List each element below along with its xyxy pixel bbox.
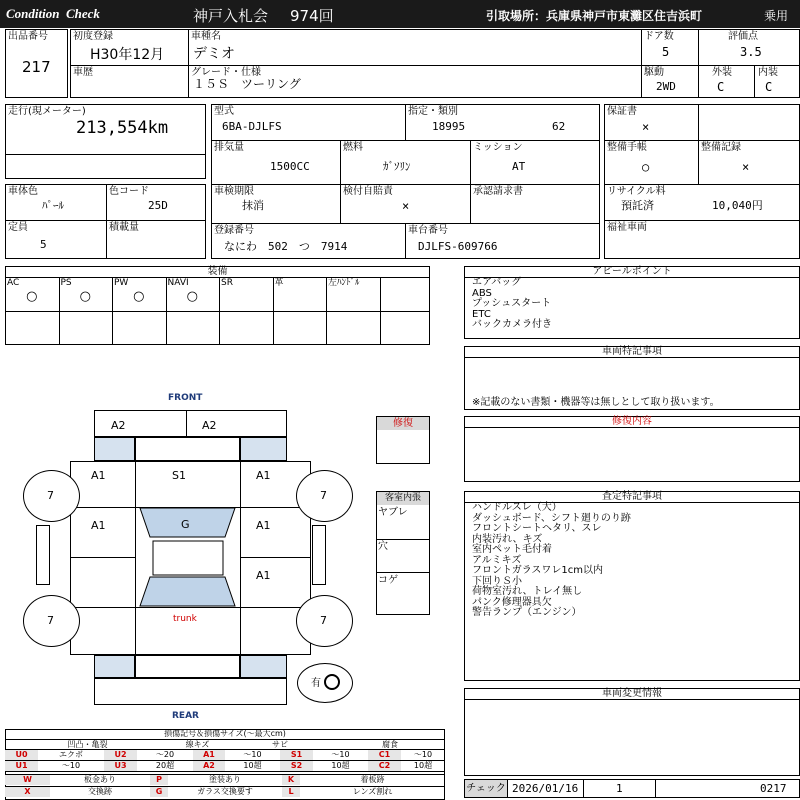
plate-value: なにわ 502 つ 7914 <box>224 240 348 253</box>
appeal-item: バックカメラ付き <box>472 319 552 331</box>
history-label: 車歴 <box>73 67 93 78</box>
legend-r4-c1: 交換跡 <box>88 787 112 796</box>
ext-value: C <box>717 80 725 94</box>
legend-r4-c0: X <box>5 787 50 797</box>
legend-r3-c5: 着板跡 <box>360 775 385 784</box>
int-label: 内装 <box>758 67 778 78</box>
seats-label: 定員 <box>8 222 28 233</box>
spec-right-box <box>604 104 800 259</box>
legend-r1-c3: 〜20 <box>155 750 175 759</box>
info-box <box>70 29 800 98</box>
damage-a2-right: A2 <box>202 419 217 432</box>
appeal-item: プッシュスタート <box>472 298 552 310</box>
class-a-value: 18995 <box>432 120 466 133</box>
inspection-note-item: 室内ペット毛付着 <box>472 544 552 555</box>
tire-rr-value: 7 <box>320 614 327 627</box>
record-label: 整備記録 <box>701 142 741 153</box>
lot-number: 217 <box>22 58 51 76</box>
equipment-label-6: 左ﾊﾝﾄﾞﾙ <box>328 278 360 288</box>
legend-r4-c5: レンズ割れ <box>352 787 393 796</box>
damage-a1-mid-left: A1 <box>91 519 106 532</box>
damage-s1-hood: S1 <box>172 469 186 482</box>
legend-group-3: 腐食 <box>382 740 398 749</box>
damage-g-windshield: G <box>181 518 190 531</box>
equipment-mark-0: ○ <box>26 289 38 304</box>
legend-r4-c4: L <box>282 787 300 797</box>
legend-r1-c8: C1 <box>368 750 401 760</box>
equipment-mark-3: ○ <box>186 289 198 304</box>
legend-r1-c4: A1 <box>193 750 225 760</box>
spare-tire-value: 有 <box>311 678 321 689</box>
inspection-value: 抹消 <box>242 199 264 212</box>
change-info-box <box>464 688 800 776</box>
legend-r2-c3: 20超 <box>155 761 175 770</box>
change-info-title: 車両変更情報 <box>602 688 662 699</box>
ext-label: 外装 <box>712 67 732 78</box>
legend-group-2: サビ <box>272 740 288 749</box>
check-number: 1 <box>616 782 623 795</box>
tire-fr-value: 7 <box>320 489 327 502</box>
drive-label: 駆動 <box>644 67 664 78</box>
colorcode-value: 25D <box>148 199 168 212</box>
auction-session: 974回 <box>290 7 334 25</box>
legend-divider <box>5 771 445 772</box>
first-registration: H30年12月 <box>90 47 165 63</box>
grade-label: グレード・仕様 <box>191 67 261 78</box>
damage-a2-left: A2 <box>111 419 126 432</box>
legend-r2-c4: A2 <box>193 761 225 771</box>
legend-r2-c6: S2 <box>280 761 313 771</box>
lot-label: 出品番号 <box>8 31 48 42</box>
trunk-label: trunk <box>173 614 197 624</box>
appeal-item: ETC <box>472 308 491 320</box>
special-note: ※記載のない書類・機器等は無しとして取り扱います。 <box>472 397 720 408</box>
equipment-label-0: AC <box>7 278 20 288</box>
check-date: 2026/01/16 <box>512 782 579 795</box>
score-value: 3.5 <box>740 45 762 59</box>
spare-wheel-icon <box>324 674 340 690</box>
class-label: 指定・類別 <box>408 106 458 117</box>
model-value: 6BA-DJLFS <box>222 120 282 133</box>
mission-label: ミッション <box>473 142 523 153</box>
damage-a1-front-right: A1 <box>256 469 271 482</box>
repair-title: 修復 <box>377 417 429 430</box>
car-label: 車種名 <box>191 31 221 42</box>
appeal-item: エアバッグ <box>472 277 522 288</box>
legend-group-0: 凹凸・亀裂 <box>67 740 108 749</box>
damage-a1-mid-right: A1 <box>256 519 271 532</box>
insurance-value: × <box>402 199 410 213</box>
mileage-label: 走行(現メーター) <box>8 106 86 117</box>
inspection-note-item: ダッシュボード、シフト廻りのり跡 <box>472 512 631 524</box>
seats-value: 5 <box>40 238 47 251</box>
legend-r3-c2: P <box>150 775 168 785</box>
mileage-value: 213,554km <box>76 118 169 138</box>
inspection-note-item: 下回りＳ小 <box>472 575 522 587</box>
cabin-item-burn: コゲ <box>378 575 398 586</box>
cabin-item-tear: ヤブレ <box>378 507 408 518</box>
mission-value: AT <box>512 160 526 173</box>
chassis-label: 車台番号 <box>408 225 448 236</box>
legend-r2-c9: 10超 <box>413 761 433 770</box>
inspection-label: 車検期限 <box>214 186 254 197</box>
inspection-note-item: 内装汚れ、キズ <box>472 533 543 545</box>
inspection-note-item: 警告ランプ（エンジン） <box>472 607 582 618</box>
legend-r1-c5: 〜10 <box>243 750 262 759</box>
equipment-title: 装備 <box>207 266 228 277</box>
auction-name: 神戸入札会 <box>193 7 269 25</box>
legend-r1-c1: エクボ <box>59 750 83 759</box>
legend-r1-c6: S1 <box>280 750 313 760</box>
legend-r2-c2: U3 <box>104 761 137 771</box>
legend-r2-c1: 〜10 <box>61 761 81 770</box>
load-label: 積載量 <box>109 222 139 233</box>
warranty-value: × <box>642 120 650 134</box>
equipment-divider <box>219 277 220 345</box>
equipment-divider <box>59 277 60 345</box>
legend-r4-c2: G <box>150 787 168 797</box>
legend-title: 損傷記号＆損傷サイズ(〜最大cm) <box>164 729 286 738</box>
record-value: × <box>742 160 750 174</box>
front-label: FRONT <box>168 393 203 403</box>
vehicle-category: 乗用 <box>764 9 789 23</box>
appeal-item: ABS <box>472 287 492 299</box>
fuel-label: 燃料 <box>343 142 363 153</box>
doors-label: ドア数 <box>644 31 674 42</box>
equipment-label-5: 革 <box>274 278 284 288</box>
equipment-label-3: NAVI <box>167 278 189 288</box>
tire-rl-value: 7 <box>47 614 54 627</box>
legend-r1-c0: U0 <box>5 750 38 760</box>
check-label: チェック <box>465 780 507 797</box>
legend-r1-c9: 〜10 <box>413 750 433 759</box>
equipment-divider <box>273 277 274 345</box>
equipment-divider <box>380 277 381 345</box>
legend-r2-c8: C2 <box>368 761 401 771</box>
score-label: 評価点 <box>728 31 758 42</box>
approval-label: 承認請求書 <box>473 186 523 197</box>
equipment-mark-2: ○ <box>133 289 145 304</box>
chassis-value: DJLFS-609766 <box>418 240 498 253</box>
header-left-title: Condition Check <box>6 6 100 21</box>
manual-label: 整備手帳 <box>607 142 647 153</box>
manual-value: ○ <box>642 160 650 174</box>
legend-r3-c4: K <box>282 775 300 785</box>
appeal-list <box>472 278 552 331</box>
legend-r2-c7: 10超 <box>331 761 350 770</box>
cabin-item-hole: 穴 <box>378 541 388 552</box>
pickup-location: 引取場所：兵庫県神戸市東灘区住吉浜町 <box>486 9 703 23</box>
inspection-note-item: アルミキズ <box>472 554 522 566</box>
legend-r1-c7: 〜10 <box>331 750 350 759</box>
inspection-notes-title: 査定特記事項 <box>602 491 662 502</box>
equipment-divider <box>112 277 113 345</box>
displacement-value: 1500CC <box>270 160 310 173</box>
class-b-value: 62 <box>552 120 566 133</box>
model-label: 型式 <box>214 106 234 117</box>
rear-label: REAR <box>172 711 199 721</box>
inspection-note-item: ハンドルスレ（大） <box>472 502 562 513</box>
inspection-note-item: パンク修理器具欠 <box>472 596 552 608</box>
plate-label: 登録番号 <box>214 225 254 236</box>
appeal-title: アピールポイント <box>592 266 672 277</box>
int-value: C <box>765 80 773 94</box>
legend-r3-c1: 板金あり <box>84 775 116 784</box>
legend-r2-c5: 10超 <box>243 761 262 770</box>
legend-r2-c0: U1 <box>5 761 38 771</box>
doors-value: 5 <box>662 45 670 59</box>
car-name: デミオ <box>193 46 235 62</box>
special-title: 車両特記事項 <box>602 346 662 357</box>
car-rear-bumper <box>94 678 287 705</box>
color-value: ﾊﾟｰﾙ <box>42 199 64 212</box>
color-label: 車体色 <box>8 186 38 197</box>
repair-content-title: 修復内容 <box>612 416 652 427</box>
drive-value: 2WD <box>656 80 676 93</box>
warranty-label: 保証書 <box>607 106 637 117</box>
legend-r1-c2: U2 <box>104 750 137 760</box>
legend-group-1: 線キズ <box>185 740 210 749</box>
inspection-notes-list <box>472 503 631 619</box>
legend-r3-c3: 塗装あり <box>209 775 241 784</box>
inspection-note-item: 荷物室汚れ、トレイ無し <box>472 586 583 597</box>
fuel-value: ｶﾞｿﾘﾝ <box>383 160 411 173</box>
recycle-label: リサイクル料 <box>607 186 666 197</box>
left-mirror <box>36 525 50 585</box>
tire-fl-value: 7 <box>47 489 54 502</box>
equipment-label-1: PS <box>60 278 72 288</box>
right-mirror <box>312 525 326 585</box>
welfare-label: 福祉車両 <box>607 222 647 233</box>
insurance-label: 検付自賠責 <box>343 186 393 197</box>
equipment-label-4: SR <box>221 278 233 288</box>
legend-r3-c0: W <box>5 775 50 785</box>
equipment-mark-1: ○ <box>79 289 91 304</box>
reg-label: 初度登録 <box>73 31 113 42</box>
check-code: 0217 <box>760 782 787 795</box>
equipment-divider <box>326 277 327 345</box>
damage-a1-front-left: A1 <box>91 469 106 482</box>
grade-value: １５Ｓ ツーリング <box>193 77 301 91</box>
equipment-divider <box>166 277 167 345</box>
cabin-title: 客室内張 <box>377 492 429 505</box>
colorcode-label: 色コード <box>109 186 149 197</box>
displacement-label: 排気量 <box>214 142 244 153</box>
inspection-note-item: フロントシートヘタリ、スレ <box>472 523 602 534</box>
equipment-label-2: PW <box>114 278 129 288</box>
recycle-status: 預託済 <box>621 199 654 212</box>
inspection-note-item: フロントガラスワレ1cm以内 <box>472 565 604 576</box>
damage-a1-rear-right: A1 <box>256 569 271 582</box>
recycle-fee: 10,040円 <box>712 199 763 212</box>
legend-r4-c3: ガラス交換要す <box>197 787 253 796</box>
